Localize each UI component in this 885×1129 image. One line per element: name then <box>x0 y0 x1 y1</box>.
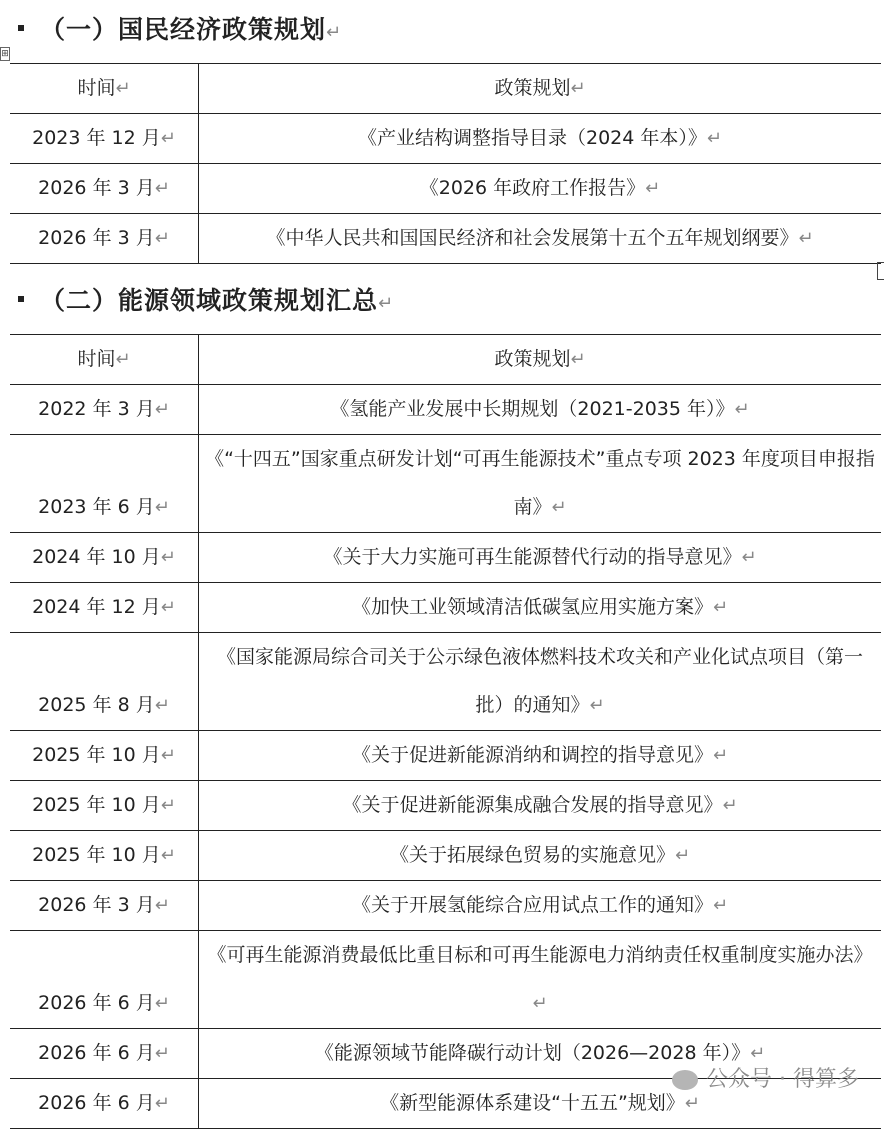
paragraph-mark: ↵ <box>532 993 548 1014</box>
table-header-row <box>10 335 881 385</box>
row-policy: 《能源领域节能降碳行动计划（2026—2028 年）》↵ <box>199 1029 882 1079</box>
paragraph-mark: ↵ <box>570 78 586 99</box>
table-row <box>10 533 881 583</box>
paragraph-mark: ↵ <box>160 547 176 568</box>
section2-heading-text: （二）能源领域政策规划汇总 <box>40 286 379 315</box>
bullet-icon <box>18 25 24 31</box>
paragraph-mark: ↵ <box>551 497 567 518</box>
paragraph-mark: ↵ <box>684 1093 700 1114</box>
row-policy: 《关于开展氢能综合应用试点工作的通知》↵ <box>199 881 882 931</box>
row-date: 2023 年 6 月↵ <box>10 435 199 533</box>
row-policy: 《中华人民共和国国民经济和社会发展第十五个五年规划纲要》↵ <box>199 214 882 264</box>
paragraph-mark: ↵ <box>115 78 131 99</box>
paragraph-mark: ↵ <box>798 228 814 249</box>
row-policy: 《关于拓展绿色贸易的实施意见》↵ <box>199 831 882 881</box>
table-row <box>10 114 881 164</box>
watermark-text: 公众号 · 得算多 <box>706 1067 859 1092</box>
paragraph-mark: ↵ <box>570 349 586 370</box>
paragraph-mark: ↵ <box>160 795 176 816</box>
row-date: 2026 年 6 月↵ <box>10 1079 199 1129</box>
paragraph-mark: ↵ <box>712 597 729 618</box>
row-policy: 《可再生能源消费最低比重目标和可再生能源电力消纳责任权重制度实施办法》↵ <box>199 931 882 1029</box>
paragraph-mark: ↵ <box>154 1093 170 1114</box>
paragraph-mark: ↵ <box>154 895 170 916</box>
table-anchor-icon[interactable]: ⊞ <box>1 49 9 59</box>
row-date: 2025 年 10 月↵ <box>10 831 199 881</box>
row-date: 2022 年 3 月↵ <box>10 385 199 435</box>
paragraph-mark: ↵ <box>154 497 170 518</box>
bullet-icon <box>18 296 24 302</box>
economic-policy-table <box>10 63 881 264</box>
paragraph-mark: ↵ <box>154 993 170 1014</box>
row-policy: 《关于促进新能源集成融合发展的指导意见》↵ <box>199 781 882 831</box>
row-date: 2025 年 10 月↵ <box>10 731 199 781</box>
table-header-row <box>10 64 881 114</box>
header-date: 时间↵ <box>10 64 199 114</box>
section1-heading-text: （一）国民经济政策规划 <box>40 15 327 44</box>
table-row <box>10 435 881 533</box>
paragraph-mark: ↵ <box>154 228 170 249</box>
row-date: 2025 年 8 月↵ <box>10 633 199 731</box>
paragraph-mark: ↵ <box>160 128 176 149</box>
header-date: 时间↵ <box>10 335 199 385</box>
table-row <box>10 214 881 264</box>
paragraph-mark: ↵ <box>750 1043 766 1064</box>
paragraph-mark: ↵ <box>645 178 661 199</box>
paragraph-mark: ↵ <box>734 399 750 420</box>
row-date: 2025 年 10 月↵ <box>10 781 199 831</box>
table-row <box>10 831 881 881</box>
paragraph-mark: ↵ <box>378 293 395 314</box>
paragraph-mark: ↵ <box>160 845 176 866</box>
row-policy: 《关于大力实施可再生能源替代行动的指导意见》↵ <box>199 533 882 583</box>
row-policy: 《氢能产业发展中长期规划（2021-2035 年）》↵ <box>199 385 882 435</box>
paragraph-mark: ↵ <box>712 745 729 766</box>
row-policy: 《产业结构调整指导目录（2024 年本）》↵ <box>199 114 882 164</box>
row-date: 2026 年 3 月↵ <box>10 214 199 264</box>
row-policy: 《新型能源体系建设“十五五”规划》↵ <box>199 1079 882 1129</box>
energy-policy-table <box>10 334 881 1129</box>
paragraph-mark: ↵ <box>674 845 691 866</box>
paragraph-mark: ↵ <box>326 22 343 43</box>
row-policy: 《关于促进新能源消纳和调控的指导意见》↵ <box>199 731 882 781</box>
row-date: 2026 年 3 月↵ <box>10 164 199 214</box>
table-row <box>10 385 881 435</box>
header-policy: 政策规划↵ <box>199 335 882 385</box>
header-policy: 政策规划↵ <box>199 64 882 114</box>
paragraph-mark: ↵ <box>154 1043 170 1064</box>
row-date: 2026 年 3 月↵ <box>10 881 199 931</box>
paragraph-mark: ↵ <box>154 399 170 420</box>
table-row <box>10 731 881 781</box>
row-date: 2023 年 12 月↵ <box>10 114 199 164</box>
paragraph-mark: ↵ <box>712 895 729 916</box>
row-date: 2026 年 6 月↵ <box>10 931 199 1029</box>
row-policy: 《2026 年政府工作报告》↵ <box>199 164 882 214</box>
row-date: 2024 年 12 月↵ <box>10 583 199 633</box>
paragraph-mark: ↵ <box>589 695 605 716</box>
paragraph-mark: ↵ <box>154 695 170 716</box>
watermark <box>672 1062 859 1093</box>
table-row <box>10 931 881 1029</box>
section2-heading <box>14 281 394 317</box>
paragraph-mark: ↵ <box>160 745 176 766</box>
paragraph-mark: ↵ <box>115 349 131 370</box>
row-policy: 《国家能源局综合司关于公示绿色液体燃料技术攻关和产业化试点项目（第一批）的通知》↵ <box>199 633 882 731</box>
row-date: 2024 年 10 月↵ <box>10 533 199 583</box>
table-resize-handle[interactable] <box>877 262 884 280</box>
table-row <box>10 633 881 731</box>
section1-heading <box>14 10 342 46</box>
table-row <box>10 781 881 831</box>
paragraph-mark: ↵ <box>160 597 176 618</box>
table-row <box>10 164 881 214</box>
wechat-icon <box>672 1070 698 1090</box>
row-policy: 《加快工业领域清洁低碳氢应用实施方案》↵ <box>199 583 882 633</box>
table-row <box>10 583 881 633</box>
row-policy: 《“十四五”国家重点研发计划“可再生能源技术”重点专项 2023 年度项目申报指南》↵ <box>199 435 882 533</box>
table-row <box>10 881 881 931</box>
paragraph-mark: ↵ <box>154 178 170 199</box>
paragraph-mark: ↵ <box>722 795 738 816</box>
paragraph-mark: ↵ <box>741 547 757 568</box>
row-date: 2026 年 6 月↵ <box>10 1029 199 1079</box>
paragraph-mark: ↵ <box>706 128 722 149</box>
